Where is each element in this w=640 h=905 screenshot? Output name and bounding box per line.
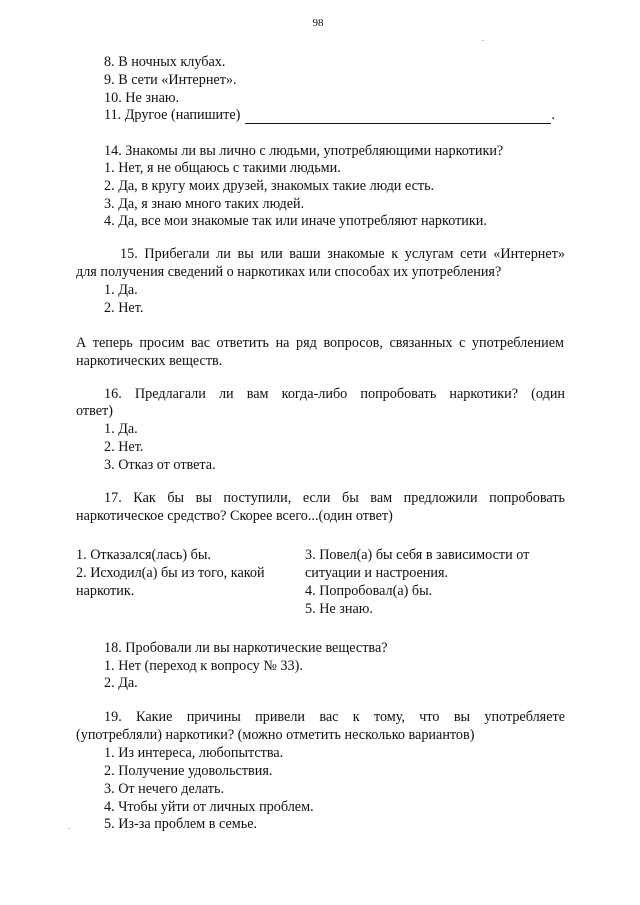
q15-title-line2: для получения сведений о наркотиках или способах их употребления? [76, 264, 502, 280]
q19-title-line2: (употребляли) наркотики? (можно отметить несколько вариантов) [76, 727, 475, 743]
q14-option-4: 4. Да, все мои знакомые так или иначе употребляют наркотики. [104, 213, 487, 229]
q16-option-2: 2. Нет. [104, 439, 144, 455]
q19-option-1: 1. Из интереса, любопытства. [104, 745, 284, 761]
intro-line1: А теперь просим вас ответить на ряд вопросов, связанных с употреблением [76, 335, 564, 351]
q19-option-2: 2. Получение удовольствия. [104, 763, 273, 779]
q17-option-2-line1: 2. Исходил(а) бы из того, какой [76, 565, 265, 581]
q13-other-blank-line [245, 110, 551, 124]
q17-option-3-line1: 3. Повел(а) бы себя в зависимости от [305, 547, 530, 563]
q16-title-line2: ответ) [76, 403, 113, 419]
q17-title-line1: 17. Как бы вы поступили, если бы вам предложили попробовать [104, 490, 565, 506]
q19-option-5: 5. Из-за проблем в семье. [104, 816, 258, 832]
q18-option-1: 1. Нет (переход к вопросу № 33). [104, 658, 303, 674]
q17-option-3-line2: ситуации и настроения. [305, 565, 449, 581]
q17-option-5: 5. Не знаю. [305, 601, 373, 617]
scan-speck [482, 40, 484, 41]
q18-title: 18. Пробовали ли вы наркотические вещества? [104, 640, 388, 656]
q16-option-1: 1. Да. [104, 421, 138, 437]
intro-line2: наркотических веществ. [76, 353, 223, 369]
q17-title-line2: наркотическое средство? Скорее всего...(один ответ) [76, 508, 393, 524]
q19-option-3: 3. От нечего делать. [104, 781, 224, 797]
q14-option-1: 1. Нет, я не общаюсь с такими людьми. [104, 160, 341, 176]
q13-other-end: . [551, 107, 555, 123]
q13-other-label: 11. Другое (напишите) [104, 107, 241, 123]
scan-speck [68, 828, 70, 829]
q14-option-2: 2. Да, в кругу моих друзей, знакомых такие люди есть. [104, 178, 435, 194]
q16-option-3: 3. Отказ от ответа. [104, 457, 216, 473]
q13-option-9: 9. В сети «Интернет». [104, 72, 237, 88]
q17-option-1: 1. Отказался(лась) бы. [76, 547, 211, 563]
q15-option-2: 2. Нет. [104, 300, 144, 316]
q13-option-11 [104, 107, 555, 124]
q13-option-10: 10. Не знаю. [104, 90, 180, 106]
q17-option-2-line2: наркотик. [76, 583, 135, 599]
q15-option-1: 1. Да. [104, 282, 138, 298]
q15-title-line1: 15. Прибегали ли вы или ваши знакомые к услугам сети «Интернет» [120, 246, 565, 262]
q19-title-line1: 19. Какие причины привели вас к тому, что вы употребляете [104, 709, 565, 725]
q18-option-2: 2. Да. [104, 675, 138, 691]
q13-option-8: 8. В ночных клубах. [104, 54, 226, 70]
q14-option-3: 3. Да, я знаю много таких людей. [104, 196, 305, 212]
page-number: 98 [312, 17, 324, 29]
q14-title: 14. Знакомы ли вы лично с людьми, употребляющими наркотики? [104, 143, 504, 159]
q19-option-4: 4. Чтобы уйти от личных проблем. [104, 799, 314, 815]
q16-title-line1: 16. Предлагали ли вам когда-либо попробовать наркотики? (один [104, 386, 565, 402]
q17-option-4: 4. Попробовал(а) бы. [305, 583, 433, 599]
